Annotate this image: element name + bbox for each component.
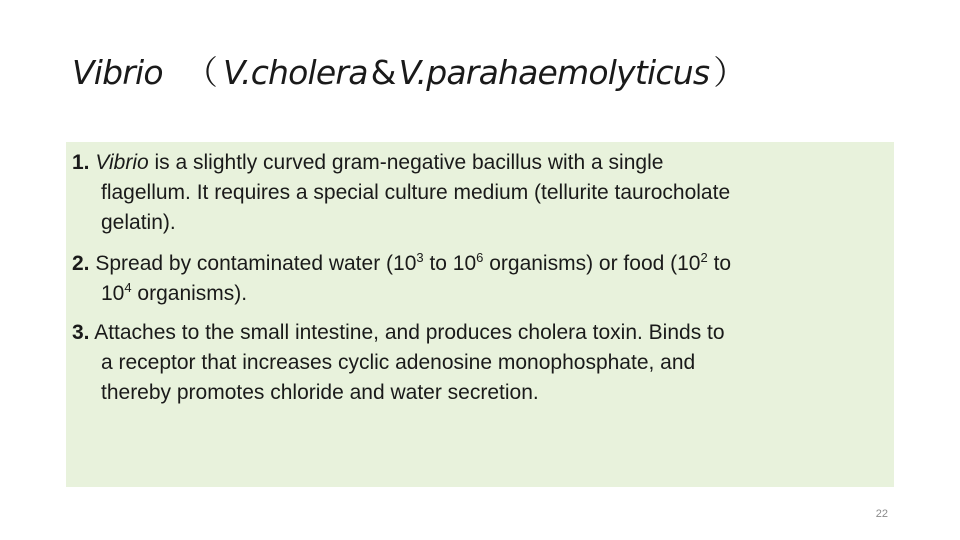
page-number: 22 [875, 508, 888, 520]
title-genus: Vibrio [72, 53, 163, 92]
point-2-sup-b: 6 [476, 250, 484, 265]
point-2-number: 2. [72, 252, 90, 275]
title-close-paren: ） [713, 53, 746, 92]
point-2-text-b: to 10 [423, 252, 477, 275]
point-3 [72, 318, 890, 408]
point-2-text-d: to [707, 252, 732, 275]
title-species-a: V.cholera [223, 53, 368, 92]
point-3-line-2: a receptor that increases cyclic adenosine monophosphate, and [101, 351, 696, 374]
slide-title [72, 53, 746, 92]
point-3-number: 3. [72, 321, 90, 344]
point-2 [72, 249, 890, 309]
point-3-line-3: thereby promotes chloride and water secretion. [101, 381, 539, 404]
point-1-line-1: is a slightly curved gram-negative bacillus with a single [148, 151, 664, 174]
point-3-line-1: Attaches to the small intestine, and produces cholera toxin. Binds to [89, 321, 725, 344]
point-1-genus: Vibrio [95, 151, 149, 174]
point-2-text-a: Spread by contaminated water (10 [89, 252, 417, 275]
point-2-sup-c: 2 [700, 250, 708, 265]
title-species-b: V.parahaemolyticus [398, 53, 710, 92]
title-open-paren: （ [184, 53, 218, 92]
point-2-sup-a: 3 [416, 250, 424, 265]
point-2-text-f: organisms). [131, 282, 248, 305]
point-2-sup-e: 4 [124, 280, 132, 295]
point-1-line-2: flagellum. It requires a special culture medium (tellurite taurocholate [101, 181, 731, 204]
title-ampersand: & [370, 53, 396, 92]
point-1-line-3: gelatin). [101, 211, 176, 234]
point-1-number: 1. [72, 151, 90, 174]
point-2-text-c: organisms) or food (10 [483, 252, 701, 275]
point-1 [72, 148, 890, 238]
point-2-text-e: 10 [101, 282, 125, 305]
